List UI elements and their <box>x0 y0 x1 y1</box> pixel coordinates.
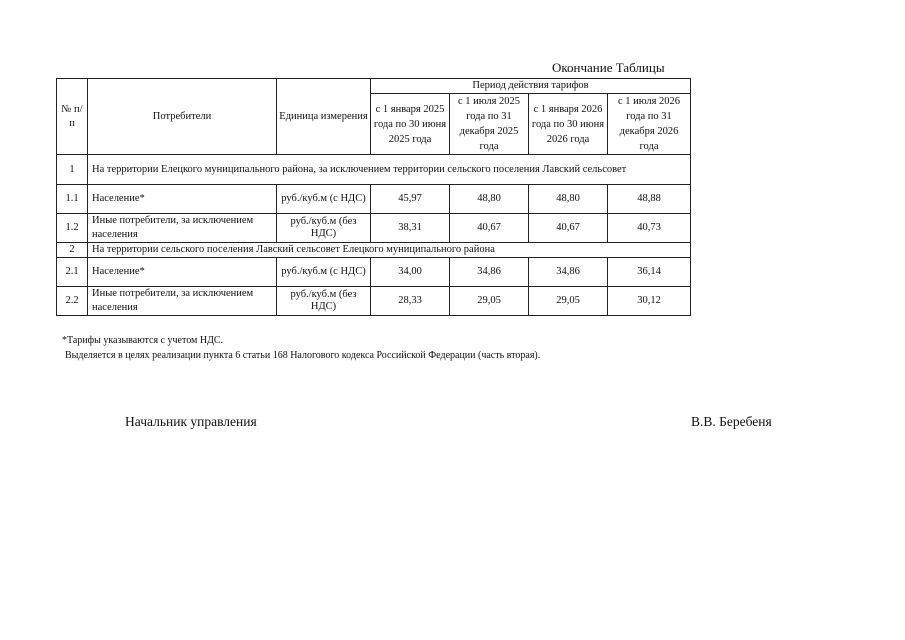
header-period-1: с 1 января 2025 года по 30 июня 2025 года <box>371 94 450 155</box>
section-title: На территории сельского поселения Лавский сельсовет Елецкого муниципального района <box>88 243 691 258</box>
row-consumer: Население* <box>88 258 277 287</box>
row-value: 36,14 <box>608 258 691 287</box>
row-value: 38,31 <box>371 214 450 243</box>
row-num: 1.2 <box>57 214 88 243</box>
section-title: На территории Елецкого муниципального района, за исключением территории сельского поселения Лавский сельсовет <box>88 155 691 185</box>
row-value: 40,67 <box>529 214 608 243</box>
section-row <box>57 155 691 185</box>
footnote-tax-code: Выделяется в целях реализации пункта 6 статьи 168 Налогового кодекса Российской Федерации (часть вторая). <box>65 350 541 361</box>
row-value: 45,97 <box>371 185 450 214</box>
header-period-4: с 1 июля 2026 года по 31 декабря 2026 года <box>608 94 691 155</box>
row-value: 34,00 <box>371 258 450 287</box>
row-unit: руб./куб.м (без НДС) <box>277 214 371 243</box>
row-num: 1.1 <box>57 185 88 214</box>
footnotes <box>62 333 540 363</box>
section-num: 2 <box>57 243 88 258</box>
row-value: 40,67 <box>450 214 529 243</box>
row-value: 30,12 <box>608 287 691 316</box>
header-period-2: с 1 июля 2025 года по 31 декабря 2025 года <box>450 94 529 155</box>
row-consumer: Население* <box>88 185 277 214</box>
signatory-name: В.В. Беребеня <box>691 414 772 429</box>
table-caption: Окончание Таблицы <box>552 60 665 75</box>
header-period-3: с 1 января 2026 года по 30 июня 2026 года <box>529 94 608 155</box>
tariff-table <box>56 78 691 316</box>
table-row <box>57 287 691 316</box>
row-consumer: Иные потребители, за исключением населения <box>88 287 277 316</box>
table-row <box>57 258 691 287</box>
footnote-vat: *Тарифы указываются с учетом НДС. <box>62 335 224 346</box>
section-row <box>57 243 691 258</box>
row-num: 2.1 <box>57 258 88 287</box>
header-unit: Единица измерения <box>277 79 371 155</box>
row-value: 28,33 <box>371 287 450 316</box>
row-unit: руб./куб.м (с НДС) <box>277 185 371 214</box>
row-value: 48,80 <box>450 185 529 214</box>
table-row <box>57 214 691 243</box>
row-unit: руб./куб.м (с НДС) <box>277 258 371 287</box>
row-value: 40,73 <box>608 214 691 243</box>
row-value: 48,80 <box>529 185 608 214</box>
row-num: 2.2 <box>57 287 88 316</box>
table-row <box>57 185 691 214</box>
signatory-position: Начальник управления <box>125 414 257 429</box>
header-consumers: Потребители <box>88 79 277 155</box>
row-value: 34,86 <box>529 258 608 287</box>
row-value: 29,05 <box>529 287 608 316</box>
header-num: № п/п <box>57 79 88 155</box>
row-value: 48,88 <box>608 185 691 214</box>
row-value: 29,05 <box>450 287 529 316</box>
row-value: 34,86 <box>450 258 529 287</box>
header-period-group: Период действия тарифов <box>371 79 691 94</box>
row-unit: руб./куб.м (без НДС) <box>277 287 371 316</box>
row-consumer: Иные потребители, за исключением населения <box>88 214 277 243</box>
section-num: 1 <box>57 155 88 185</box>
